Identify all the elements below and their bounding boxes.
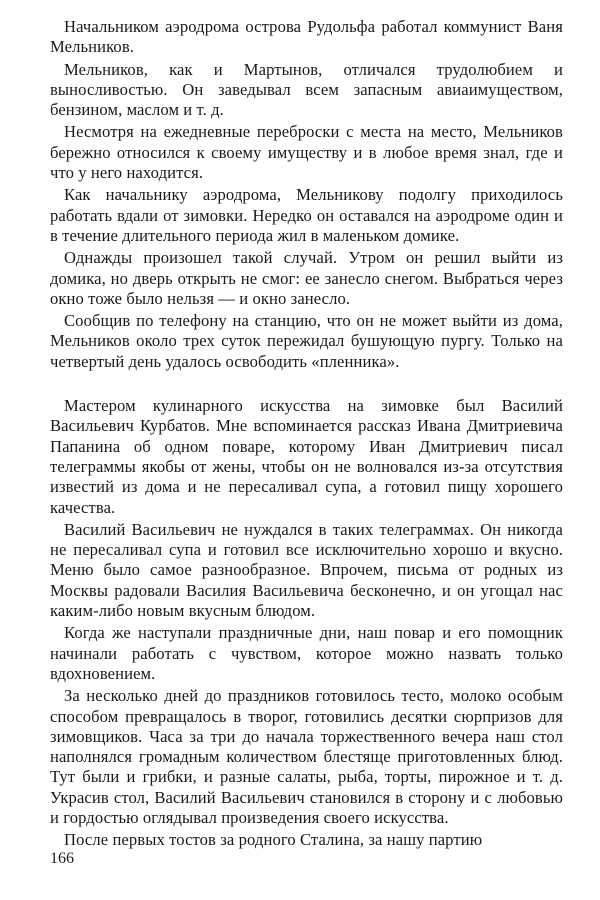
paragraph: Мельников, как и Мартынов, отличался трудолюбием и выносливостью. Он заведывал всем запасным авиаимуществом, бензином, маслом и т. д. [50,59,563,120]
paragraph: После первых тостов за родного Сталина, за нашу партию [64,830,483,850]
section-aerodrome [50,17,563,372]
book-page [50,17,563,887]
paragraph: Когда же наступали праздничные дни, наш повар и его помощник начинали работать с чувством, которое можно назвать только вдохновением. [50,623,563,683]
paragraph: Начальником аэродрома острова Рудольфа работал коммунист Ваня Мельников. [50,17,563,57]
section-cook [50,396,563,851]
paragraph: За несколько дней до праздников готовилось тесто, молоко особым способом превращалось в творог, готовились десятки сюрпризов для зимовщиков. Часа за три до начала торжественного вечера наш стол наполнялся громадным количеством блестяще приготовленных блюд. Тут были и грибки, и разные салаты, рыба, торты, пирожное и т. д. Украсив стол, Василий Васильевич становился в сторону и с любовью и гордостью оглядывал произведения своего искусства. [50,686,563,827]
paragraph: Однажды произошел такой случай. Утром он решил выйти из домика, но дверь открыть не смог: ее занесло снегом. Выбраться через окно тоже было нельзя — и окно занесло. [50,248,563,308]
paragraph: Василий Васильевич не нуждался в таких телеграммах. Он никогда не пересаливал супа и готовил все исключительно хорошо и вкусно. Меню было самое разнообразное. Впрочем, письма от родных из Москвы радовали Василия Васильевича бесконечно, и он угощал нас каким-либо новым вкусным блюдом. [50,519,563,621]
paragraph: Несмотря на ежедневные переброски с места на место, Мельников бережно относился к своему имуществу и в любое время знал, где и что у него находится. [50,122,563,183]
paragraph: Как начальнику аэродрома, Мельникову подолгу приходилось работать вдали от зимовки. Нередко он оставался на аэродроме один и в течение длительного периода жил в маленьком домике. [50,185,563,245]
paragraph: Мастером кулинарного искусства на зимовке был Василий Васильевич Курбатов. Мне вспоминается рассказ Ивана Дмитриевича Папанина об одном поваре, которому Иван Дмитриевич писал телеграммы якобы от жены, чтобы он не волновался из-за отсутствия известий из дома и не пересаливал супа, а готовил пищу хорошего качества. [50,396,563,517]
section-divider [50,374,563,396]
paragraph: Сообщив по телефону на станцию, что он не может выйти из дома, Мельников около трех суток пережидал бушующую пургу. Только на четвертый день удалось освободить «пленника». [50,311,563,371]
page-number: 166 [50,850,74,867]
